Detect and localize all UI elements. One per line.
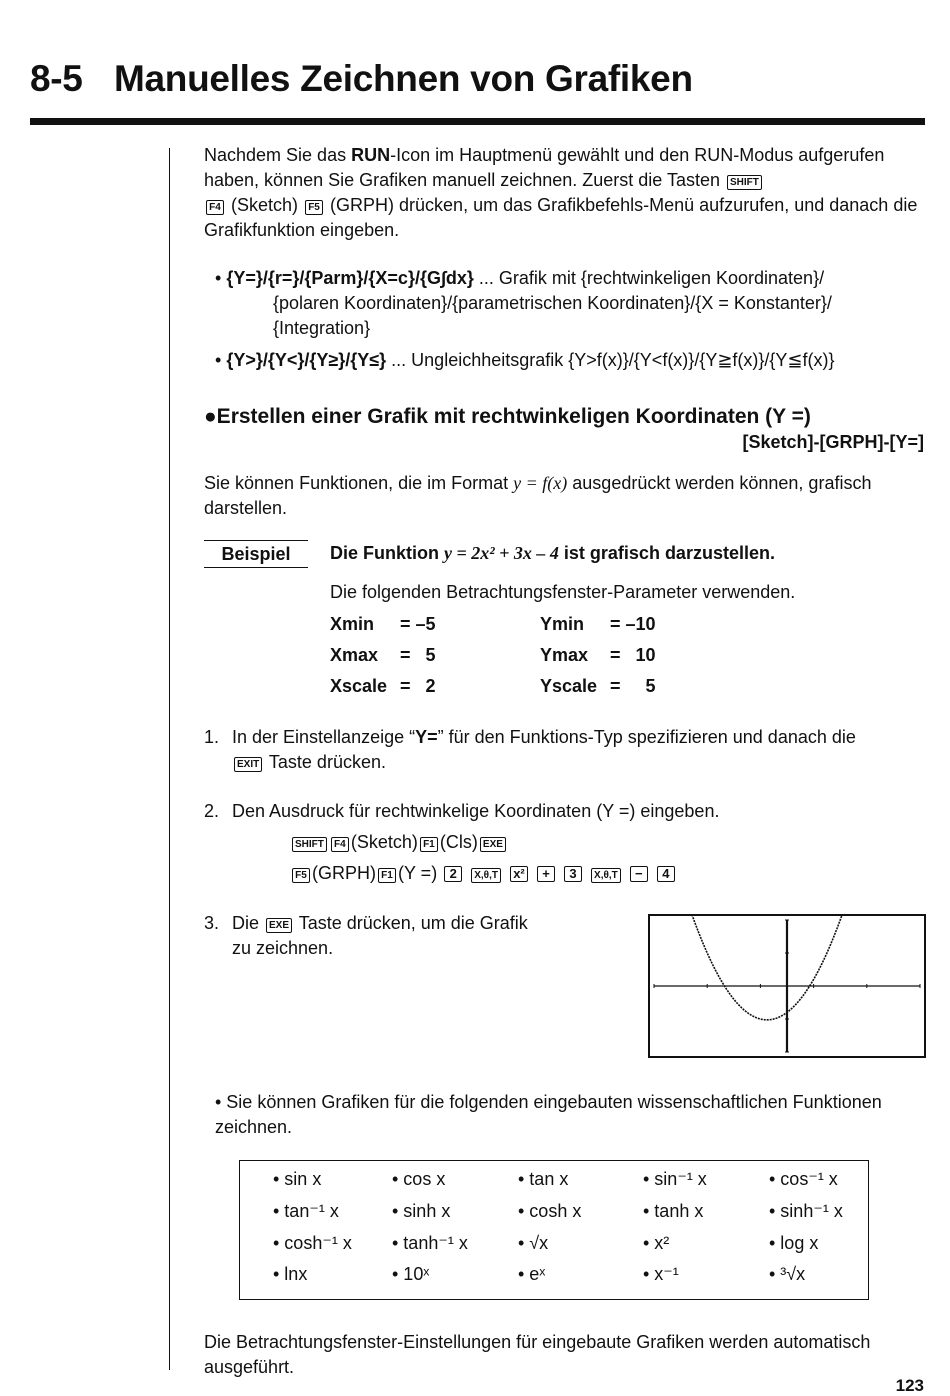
bullet-text: ... Ungleichheitsgrafik {Y>f(x)}/{Y<f(x)}/{Y≧f(x)}/{Y≦f(x)} — [386, 350, 835, 370]
param-value: = –10 — [610, 614, 656, 634]
example-label: Beispiel — [204, 540, 308, 568]
step-text: Y= — [415, 727, 438, 747]
builtin-function: • cos x — [392, 1169, 446, 1189]
builtin-function: • cosh⁻¹ x — [273, 1233, 352, 1253]
step-text: Die — [232, 913, 265, 933]
f4-key-icon: F4 — [331, 837, 349, 852]
example-text: Die Funktion — [330, 543, 444, 563]
param-name: Ymin — [540, 614, 585, 634]
x-theta-t-key-icon: X,θ,T — [591, 868, 621, 883]
view-window-params — [330, 609, 656, 702]
builtin-function: • cos⁻¹ x — [769, 1169, 838, 1189]
builtin-function: • sin⁻¹ x — [643, 1169, 707, 1189]
calculator-screen — [648, 914, 926, 1058]
builtin-function: • x² — [643, 1233, 670, 1253]
builtin-function: • sinh x — [392, 1201, 451, 1221]
three-key-icon: 3 — [564, 866, 582, 882]
param-row — [330, 671, 656, 702]
x-squared-key-icon: x² — [510, 866, 528, 882]
margin-line — [169, 148, 170, 1370]
builtin-function: • √x — [518, 1233, 549, 1253]
example-formula: y = 2x² + 3x – 4 — [444, 543, 559, 563]
example-task — [330, 541, 920, 566]
inequality-keys: {Y>}/{Y<}/{Y≥}/{Y≤} — [226, 350, 387, 370]
step-text: Taste drücken, um die Grafik — [294, 913, 528, 933]
intro-text: Nachdem Sie das — [204, 145, 352, 165]
four-key-icon: 4 — [657, 866, 675, 882]
exe-key-icon: EXE — [480, 837, 506, 852]
key-sequence-2 — [290, 858, 677, 889]
step-text: ” für den Funktions-Typ spezifizieren und danach die — [437, 727, 856, 747]
step-number: 2. — [204, 801, 220, 821]
step-2 — [204, 799, 919, 824]
step-text: Taste drücken. — [264, 752, 386, 772]
exe-key-icon: EXE — [266, 918, 292, 933]
bullet-inequality: • {Y>}/{Y<}/{Y≥}/{Y≤} ... Ungleichheitsgrafik {Y>f(x)}/{Y<f(x)}/{Y≧f(x)}/{Y≦f(x)} — [215, 350, 835, 370]
plus-key-icon: + — [537, 866, 555, 882]
param-value: = 2 — [400, 676, 436, 696]
function-list-box — [239, 1160, 869, 1300]
key-caption: (Sketch) — [350, 832, 418, 852]
page-number: 123 — [895, 1376, 924, 1395]
param-name: Xmin — [330, 614, 375, 634]
format-formula: y = f(x) — [513, 473, 568, 493]
f1-key-icon: F1 — [420, 837, 438, 852]
format-paragraph — [204, 471, 919, 521]
builtin-function: • log x — [769, 1233, 819, 1253]
title-rule — [30, 118, 925, 125]
key-sequence-1 — [290, 827, 508, 858]
builtin-function: • ³√x — [769, 1264, 806, 1284]
graph-type-keys: {Y=}/{r=}/{Parm}/{X=c}/{G∫dx} — [226, 268, 474, 288]
builtin-function: • tan⁻¹ x — [273, 1201, 339, 1221]
step-3 — [204, 911, 584, 961]
builtin-function: • tanh⁻¹ x — [392, 1233, 468, 1253]
example-note: Die folgenden Betrachtungsfenster-Parameter verwenden. — [330, 582, 796, 602]
step-number: 3. — [204, 913, 220, 933]
section-number: 8-5 — [30, 58, 83, 99]
key-caption: (Y =) — [398, 863, 438, 883]
menu-path: [Sketch]-[GRPH]-[Y=] — [742, 432, 924, 452]
builtin-function: • 10ˣ — [392, 1264, 430, 1284]
step-text: In der Einstellanzeige “ — [232, 727, 416, 747]
format-text: Sie können Funktionen, die im Format — [204, 473, 514, 493]
param-name: Ymax — [540, 645, 589, 665]
key-caption: (Cls) — [439, 832, 478, 852]
param-name: Xmax — [330, 645, 379, 665]
param-value: = –5 — [400, 614, 436, 634]
f5-key-icon: F5 — [292, 868, 310, 883]
step-1 — [204, 725, 919, 775]
exit-key-icon: EXIT — [234, 757, 262, 772]
shift-key-icon: SHIFT — [727, 175, 762, 190]
step-number: 1. — [204, 727, 220, 747]
builtin-function: • lnx — [273, 1264, 308, 1284]
shift-key-icon: SHIFT — [292, 837, 327, 852]
two-key-icon: 2 — [444, 866, 462, 882]
intro-text: (GRPH) drücken, um das Grafikbefehls-Menü aufzurufen, und danach die Grafikfunktion eingeben. — [204, 195, 918, 240]
f4-key-icon: F4 — [206, 200, 224, 215]
f1-key-icon: F1 — [378, 868, 396, 883]
param-name: Xscale — [330, 676, 388, 696]
bullet-text: {Integration} — [273, 318, 371, 338]
intro-paragraph — [204, 143, 919, 243]
bullet-text: ... Grafik mit {rechtwinkeligen Koordinaten}/ — [473, 268, 825, 288]
page-title — [30, 58, 693, 100]
example-text: ist grafisch darzustellen. — [558, 543, 775, 563]
builtin-intro: • Sie können Grafiken für die folgenden eingebauten wissenschaftlichen Funktionen zeichnen. — [215, 1092, 882, 1137]
bullet-text: {polaren Koordinaten}/{parametrischen Koordinaten}/{X = Konstanter}/ — [273, 293, 832, 313]
section-title: Manuelles Zeichnen von Grafiken — [114, 58, 693, 99]
builtin-function: • tanh x — [643, 1201, 704, 1221]
builtin-function: • eˣ — [518, 1264, 546, 1284]
builtin-function: • tan x — [518, 1169, 569, 1189]
intro-text: -Icon im Hauptmenü gewählt und den RUN-Modus aufgerufen haben, können Sie Grafiken manuell zeichnen. Zuerst die Tasten — [204, 145, 885, 190]
f5-key-icon: F5 — [305, 200, 323, 215]
x-theta-t-key-icon: X,θ,T — [471, 868, 501, 883]
footer-paragraph: Die Betrachtungsfenster-Einstellungen für eingebaute Grafiken werden automatisch ausgeführt. — [204, 1332, 871, 1377]
intro-text: (Sketch) — [226, 195, 304, 215]
run-label: RUN — [351, 145, 391, 165]
param-value: = 5 — [610, 676, 656, 696]
builtin-function: • x⁻¹ — [643, 1264, 679, 1284]
key-caption: (GRPH) — [312, 863, 376, 883]
builtin-function: • cosh x — [518, 1201, 582, 1221]
param-name: Yscale — [540, 676, 598, 696]
builtin-function: • sinh⁻¹ x — [769, 1201, 843, 1221]
param-row — [330, 609, 656, 640]
function-curve — [692, 916, 842, 1020]
param-row — [330, 640, 656, 671]
step-text: zu zeichnen. — [232, 938, 334, 958]
builtin-function: • sin x — [273, 1169, 322, 1189]
param-value: = 10 — [610, 645, 656, 665]
bullet-graph-types: • {Y=}/{r=}/{Parm}/{X=c}/{G∫dx} ... Grafik mit {rechtwinkeligen Koordinaten}/ {polaren Koordinaten}/{parametrischen Koordinaten}/{X = Konstanter}/ {Integration} — [215, 266, 915, 341]
graph-plot — [650, 916, 924, 1056]
minus-key-icon: − — [630, 866, 648, 882]
step-text: Den Ausdruck für rechtwinkelige Koordinaten (Y =) eingeben. — [232, 801, 720, 821]
subsection-heading: ●Erstellen einer Grafik mit rechtwinkeligen Koordinaten (Y =) — [204, 405, 811, 428]
format-text: ausgedrückt werden können, grafisch darstellen. — [204, 473, 872, 518]
param-value: = 5 — [400, 645, 436, 665]
